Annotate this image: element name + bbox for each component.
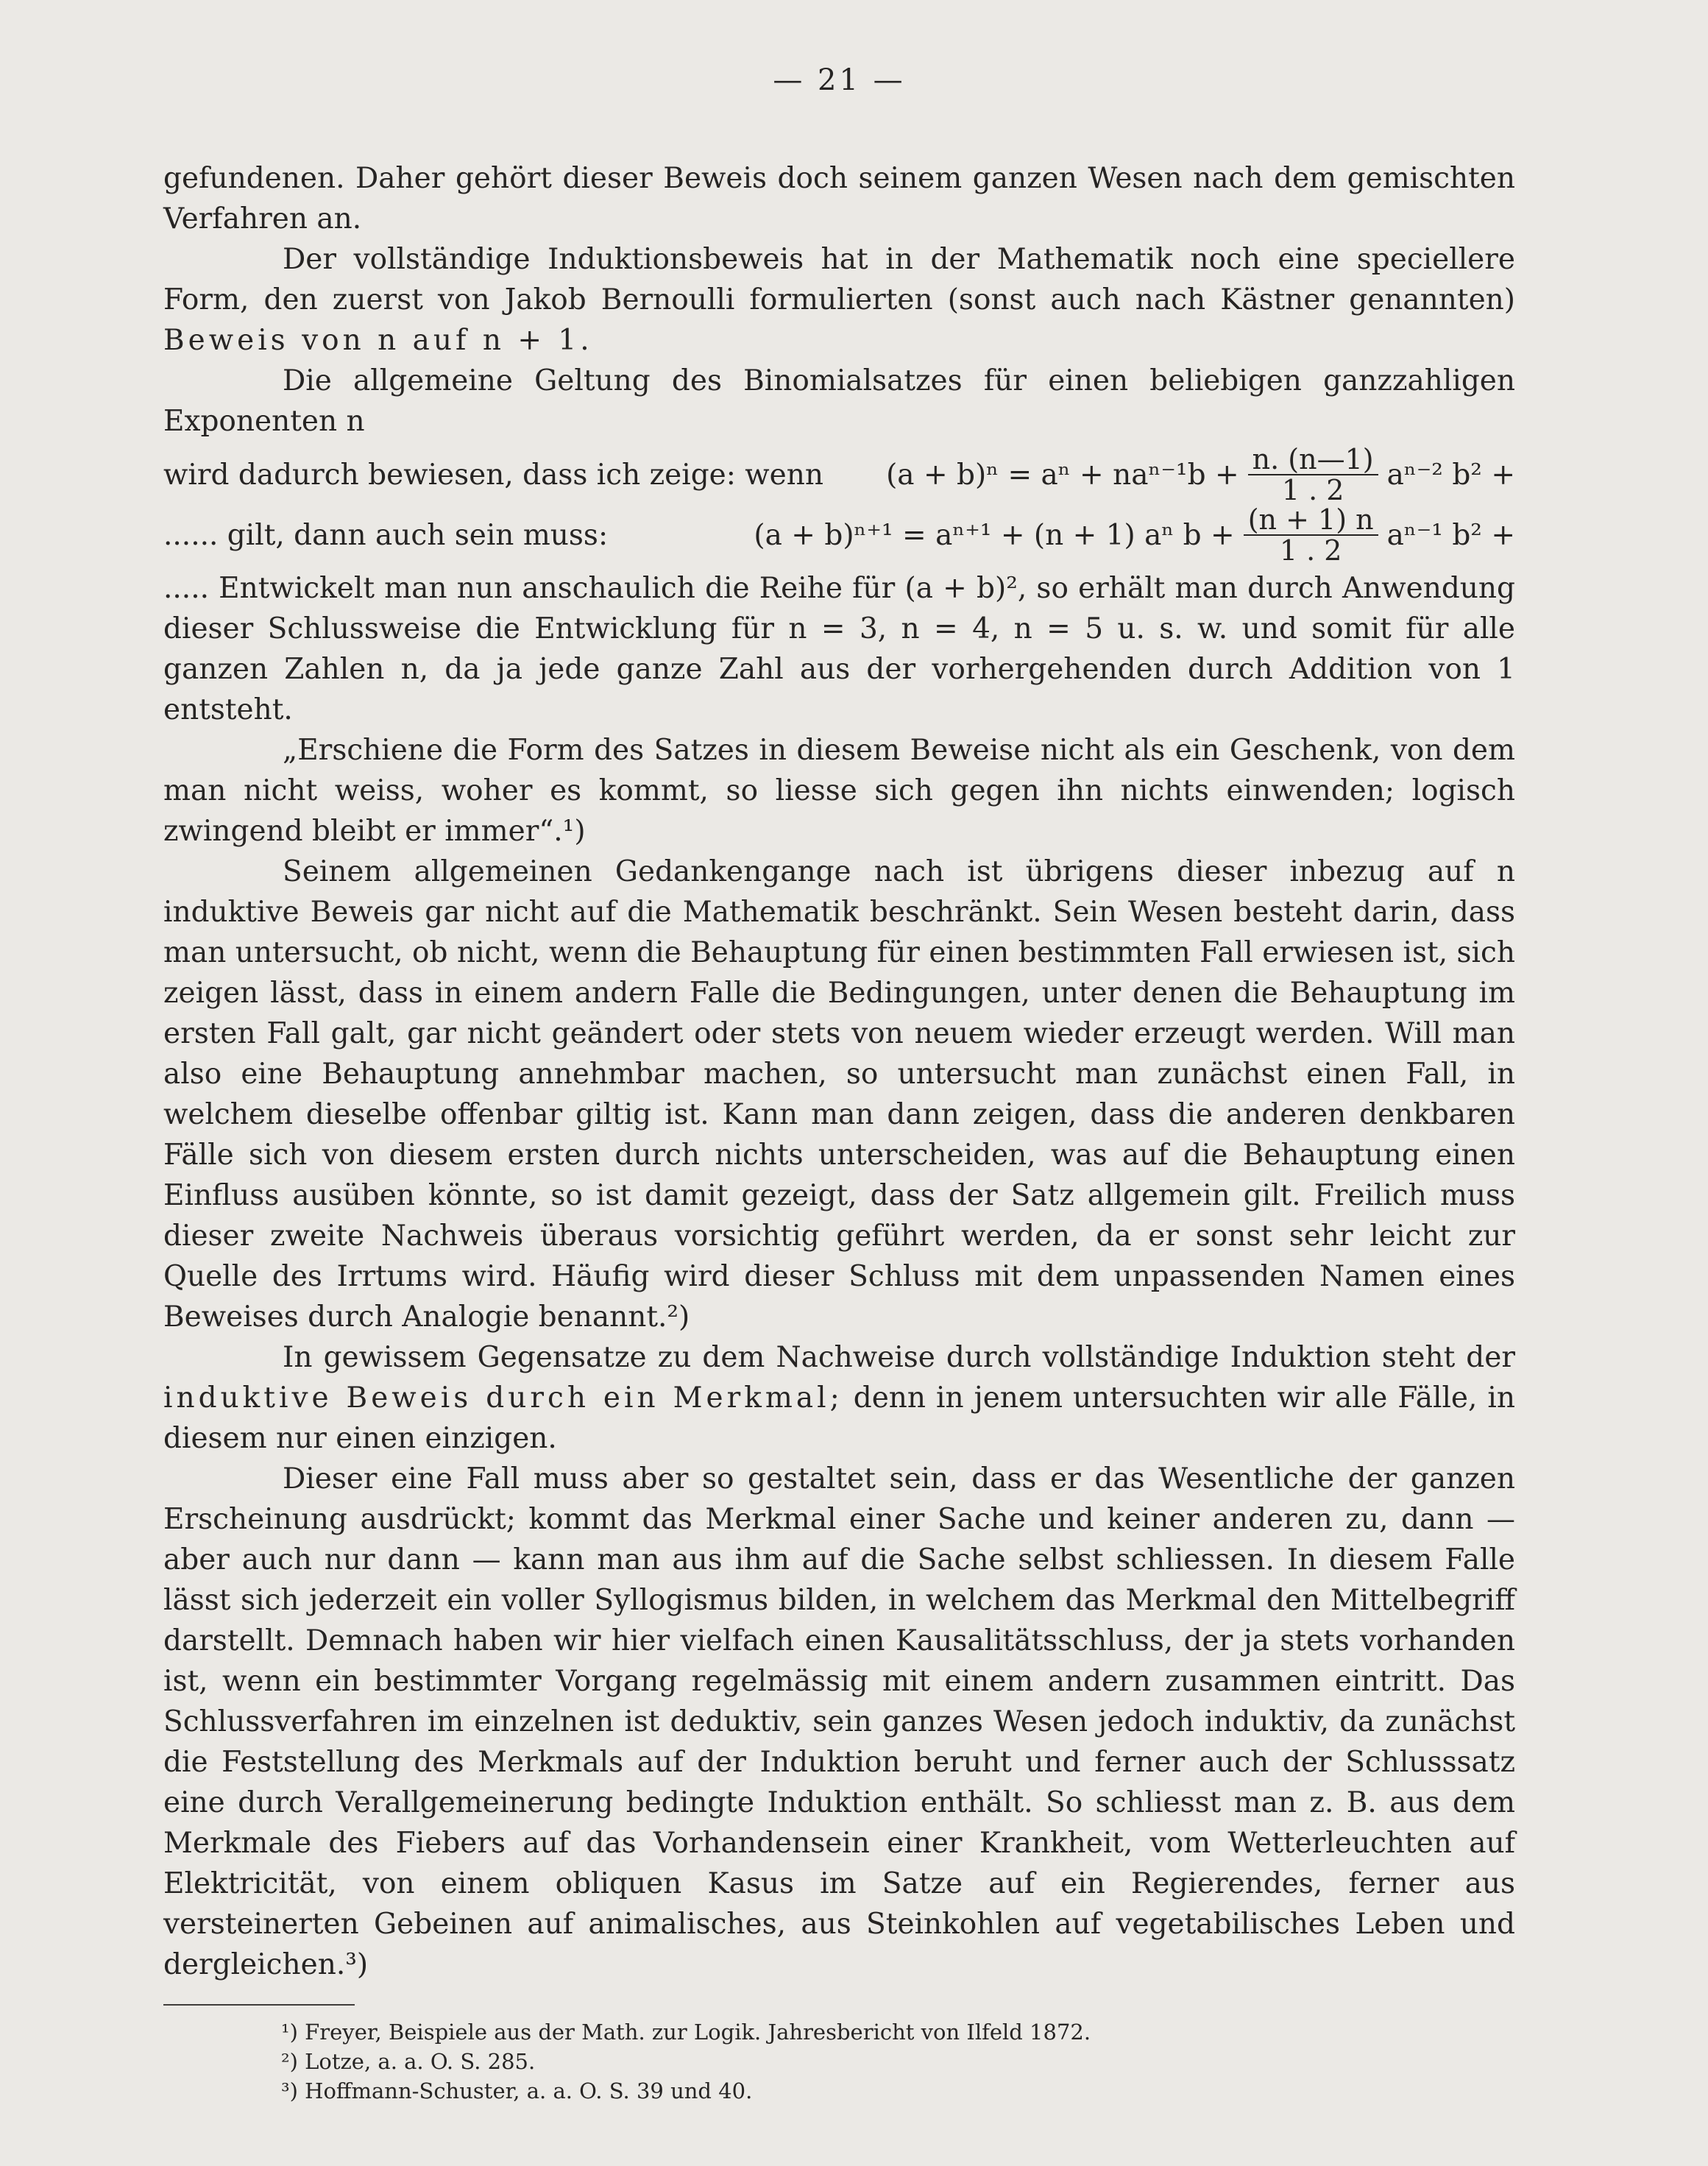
paragraph-4: ..... Entwickelt man nun anschaulich die Reihe für (a + b)², so erhält man durch Anwendung dieser Schlussweise die Entwicklung für n = 3, n = 4, n = 5 u. s. w. und somit für alle ganzen Zahlen n, da ja jede ganze Zahl aus der vorhergehenden durch Addition von 1 entsteht.: [163, 572, 1515, 726]
math-line-2-expr: (a + b)ⁿ⁺¹ = aⁿ⁺¹ + (n + 1) aⁿ b +: [754, 518, 1235, 552]
paragraph-8: Dieser eine Fall muss aber so gestaltet sein, dass er das Wesentliche der ganzen Erscheinung ausdrückt; kommt das Merkmal einer Sache und keiner anderen zu, dann — aber auch nur dann — kann man aus ihm auf die Sache selbst schliessen. In diesem Falle lässt sich jederzeit ein voller Syllogismus bilden, in welchem das Merkmal den Mittelbegriff darstellt. Demnach haben wir hier vielfach einen Kausalitätsschluss, der ja stets vorhanden ist, wenn ein bestimmter Vorgang regelmässig mit einem andern zusammen eintritt. Das Schlussverfahren im einzelnen ist deduktiv, sein ganzes Wesen jedoch induktiv, da zunächst die Feststellung des Merkmals auf der Induktion beruht und ferner auch der Schlusssatz eine durch Verallgemeinerung bedingte Induktion enthält. So schliesst man z. B. aus dem Merkmale des Fiebers auf das Vorhandensein einer Krankheit, vom Wetterleuchten auf Elektricität, von einem obliquen Kasus im Satze auf ein Regierendes, ferner aus versteinerten Gebeinen auf animalisches, aus Steinkohlen auf vegetabilisches Leben und dergleichen.³): [163, 1462, 1515, 1981]
math-line-1-expr: (a + b)ⁿ = aⁿ + naⁿ⁻¹b +: [886, 458, 1239, 492]
math-line-1-formula: [886, 445, 1515, 505]
math-line-1: [163, 443, 1515, 506]
paragraph-7-after: denn in jenem untersuchten wir alle Fälle, in diesem nur einen einzigen.: [163, 1381, 1515, 1455]
math-line-2-fraction: [1244, 505, 1378, 565]
footnote-3: ³) Hoffmann-Schuster, a. a. O. S. 39 und 40.: [281, 2078, 753, 2103]
math-line-2-denominator: 1 . 2: [1279, 534, 1342, 567]
footnote-divider: [163, 2004, 355, 2006]
paragraph-7-text: In gewissem Gegensatze zu dem Nachweise durch vollständige Induktion steht der: [283, 1341, 1515, 1374]
paragraph-6: Seinem allgemeinen Gedankengange nach ist übrigens dieser inbezug auf n induktive Beweis gar nicht auf die Mathematik beschränkt. Sein Wesen besteht darin, dass man untersucht, ob nicht, wenn die Behauptung für einen bestimmten Fall erwiesen ist, sich zeigen lässt, dass in einem andern Falle die Bedingungen, unter denen die Behauptung im ersten Fall galt, gar nicht geändert oder stets von neuem wieder erzeugt werden. Will man also eine Behauptung annehmbar machen, so untersucht man zunächst einen Fall, in welchem dieselbe offenbar giltig ist. Kann man dann zeigen, dass die anderen denkbaren Fälle sich von diesem ersten durch nichts unterscheiden, was auf die Behauptung einen Einfluss ausüben könnte, so ist damit gezeigt, dass der Satz allgemein gilt. Freilich muss dieser zweite Nachweis überaus vorsichtig geführt werden, da er sonst sehr leicht zur Quelle des Irrtums wird. Häufig wird dieser Schluss mit dem unpassenden Namen eines Beweises durch Analogie benannt.²): [163, 855, 1515, 1334]
math-line-1-tail: aⁿ⁻² b² +: [1386, 458, 1515, 492]
math-line-1-denominator: 1 . 2: [1281, 474, 1344, 506]
math-line-1-numerator: n. (n—1): [1248, 445, 1378, 475]
paragraph-7: [163, 1337, 1515, 1459]
body-text: [163, 158, 1515, 1985]
footnotes: [163, 2017, 1515, 2106]
footnote-1: ¹) Freyer, Beispiele aus der Math. zur Logik. Jahresbericht von Ilfeld 1872.: [281, 2020, 1091, 2045]
math-line-2-formula: [754, 505, 1515, 565]
paragraph-2: [163, 239, 1515, 361]
paragraph-2-text: Der vollständige Induktionsbeweis hat in der Mathematik noch eine speciellere Form, den zuerst von Jakob Bernoulli formulierten (sonst auch nach Kästner genannten): [163, 243, 1515, 316]
math-line-1-fraction: [1248, 445, 1378, 505]
math-line-1-text: wird dadurch bewiesen, dass ich zeige: wenn: [163, 458, 823, 492]
paragraph-7-spaced: induktive Beweis durch ein Merkmal;: [163, 1381, 843, 1415]
paragraph-5: „Erschiene die Form des Satzes in diesem Beweise nicht als ein Geschenk, von dem man nicht weiss, woher es kommt, so liesse sich gegen ihn nichts einwenden; logisch zwingend bleibt er immer“.¹): [163, 734, 1515, 848]
math-line-2-tail: aⁿ⁻¹ b² +: [1386, 518, 1515, 552]
math-line-2-text: ...... gilt, dann auch sein muss:: [163, 518, 609, 552]
page-number: — 21 —: [773, 63, 906, 97]
math-line-2: [163, 503, 1515, 567]
paragraph-2-spaced: Beweis von n auf n + 1.: [163, 324, 593, 357]
footnote-2: ²) Lotze, a. a. O. S. 285.: [281, 2049, 536, 2074]
paragraph-3: Die allgemeine Geltung des Binomialsatzes für einen beliebigen ganzzahligen Exponenten n: [163, 364, 1515, 438]
math-line-2-numerator: (n + 1) n: [1244, 505, 1378, 536]
paragraph-1: gefundenen. Daher gehört dieser Beweis doch seinem ganzen Wesen nach dem gemischten Verfahren an.: [163, 162, 1515, 236]
